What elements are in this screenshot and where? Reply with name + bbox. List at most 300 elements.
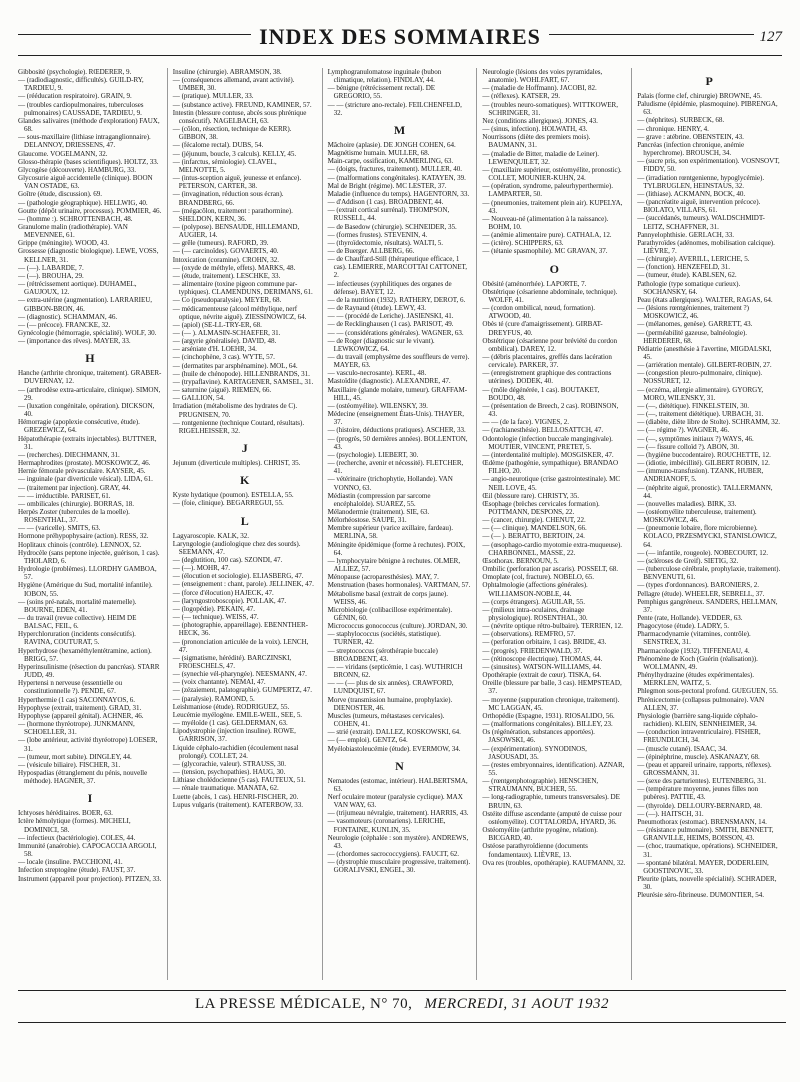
index-entry: — angio-neurotique (crise gastrointestinale). MC NEIL LOVE, 45. xyxy=(482,475,621,492)
index-entry: — (apiol) (SE-LL-TRY-ER, 68. xyxy=(172,320,262,329)
index-entry: Phagocytose (étude). LADRY, 5. xyxy=(637,622,729,631)
index-entry: — (dermatites par arsphénamine). MOL, 64. xyxy=(172,361,298,370)
index-entry: — (tuberculose cérébrale, prophylaxie, traitement). BENVENUTI, 61. xyxy=(637,565,781,582)
index-entry: Ostéose parathyroïdienne (documents fondamentaux). LIÈVRE, 13. xyxy=(482,842,588,859)
index-entry: — grave : atébrine. OBENSTEIN, 43. xyxy=(637,132,744,141)
page-title xyxy=(18,24,782,50)
index-entry: — — (considérations générales). WAGNER, 63. xyxy=(327,328,464,337)
index-entry: — — (procédé de Leriche). JASIENSKI, 41. xyxy=(327,312,454,321)
index-entry: — (— précoce). FRANCKE, 32. xyxy=(18,320,111,329)
index-entry: Glaucome. VOGELMANN, 32. xyxy=(18,149,108,158)
index-entry: — (— technique). WEISS, 47. xyxy=(172,613,259,622)
index-entry: Obès té (cure d'amaigrissement). GIRBAT-DREYFUS, 40. xyxy=(482,320,603,337)
index-entry: — long-radiographie, tumeurs transversales). DE BRUIN, 63. xyxy=(482,793,620,810)
index-entry: — (tumeur, mort subite). DINGLEY, 44. xyxy=(18,752,132,761)
index-entry: — (foie, clinique). BEGARREGUI, 55. xyxy=(172,499,284,508)
page-number: 127 xyxy=(754,29,783,46)
index-entry: — vétérinaire (trichophytie, Hollande). VAN VONNO, 63. xyxy=(327,475,453,492)
index-entry: Goutte (dépôt urinaire, processus). POMMIER, 46. xyxy=(18,206,162,215)
index-entry: Immunité (anaérobie). CAPOCACCIA ARGOLI, 58. xyxy=(18,841,157,859)
index-entry: Phrénicectomie (collapsus pulmonaire). VAN ALLEN, 37. xyxy=(637,695,765,712)
index-entry: — (néphrites). SURBECK, 68. xyxy=(637,116,725,125)
index-entry: Herpès Zoster (tubercules de la moelle). ROSENTHAL, 37. xyxy=(18,507,130,525)
index-entry: — (vésicule biliaire). FISCHER, 31. xyxy=(18,760,121,769)
index-entry: Hydrologie (problèmes). LLORDHY GAMBOA, 57. xyxy=(18,565,157,582)
index-entry: Peau (états allergiques). WALTER, RAGAS, 64. xyxy=(637,295,773,304)
index-entry: — (côlon, résection, technique de KERR). GIBBON, 38. xyxy=(172,125,292,142)
index-entry: — (cancer, chirurgie). CHENUT, 22. xyxy=(482,516,586,525)
index-entry: Pancréas (infection chronique, anémie hyperchrome). BROUSCH, 34. xyxy=(637,140,745,158)
index-entry: — (idiotie, imbécillité). GILBERT ROBIN, 12. xyxy=(637,459,770,468)
index-entry: Glandes salivaires (méthode d'exploration) FAUX, 68. xyxy=(18,116,160,134)
index-entry: — (—). MOHR, 47. xyxy=(172,564,230,573)
index-entry: Ostéite diffuse ascendante (amputé de cuisse pour ostéomyélite). COTTALORDA, HYARD, 36. xyxy=(482,809,622,826)
index-entry: Lipodystrophie (injection insuline). ROWE, GARRISON, 37. xyxy=(172,727,296,744)
index-entry: — (pneumonies, traitement plein air). KUPELYA, 43. xyxy=(482,198,623,215)
index-entry: — chronique. HENRY, 4. xyxy=(637,124,709,133)
index-entry: Mélorhéostose. SAUPE, 31. xyxy=(327,516,407,525)
index-entry: Hémorragie (apoplexie consécutive, étude). GREZEWICZ, 64. xyxy=(18,418,140,435)
index-entry: Hépatothérapie (extraits injectables). BUTTNER, 31. xyxy=(18,434,157,451)
index-entry: Grippe (méningite). WOOD, 43. xyxy=(18,239,110,248)
index-entry: — Nouveau-né (alimentation à la naissance). BOHM, 10. xyxy=(482,214,609,231)
index-entry: — (maladie de Bitter, maladie de Leiner). LEWENQUILET, 32. xyxy=(482,149,600,166)
index-entry: — (température moyenne, jeunes filles non pubères). PATTIE, 43. xyxy=(637,785,759,802)
index-entry: — (dystrophie musculaire progressive, traitement). GORALIVSKI, ENGEL, 30. xyxy=(327,858,471,875)
index-entry: — (mégacôlon, traitement : parathormine). SHELDON, KERN, 36. xyxy=(172,206,293,223)
index-entry: Odontologie (infection buccale mangingivale). MOUTIER, VINCENT, PRETET, 5. xyxy=(482,434,613,451)
index-entry: Gibbosité (psychologie). RŒDERER, 9. xyxy=(18,68,132,76)
index-entry: — vasculo-necrosante). KERL, 48. xyxy=(327,369,427,378)
index-entry: — (infarctus, sémiologie). CLAVEL, MELNOTTE, 5. xyxy=(172,157,277,174)
index-entry: Mélanodermie (traitement). SIE, 63. xyxy=(327,507,430,516)
index-entry: — (synechie vél-pharyngée). NEESMANN, 47. xyxy=(172,670,307,679)
index-entry: — (pancréatite aiguë, intervention précoce). BIOLATO, VILLAFS, 61. xyxy=(637,198,761,215)
index-entry: — (perméabilité gazeuse, balnéologie). HERDERER, 68. xyxy=(637,328,747,345)
index-entry: — (— ). ALMASIN-SCHAEFER, 31. xyxy=(172,329,281,337)
index-entry: — locale (insuline. PACCHIONI, 41. xyxy=(18,858,123,867)
index-entry: — (voix chantante). NEMAI, 47. xyxy=(172,678,266,687)
index-entry: Nerf oculaire moteur (paralysie cyclique). MAX VAN WAY, 63. xyxy=(327,792,463,810)
index-entry: — (— emploi). GENTZ, 64. xyxy=(327,736,408,745)
index-entry: Métabolisme basal (extrait de corps jaune). WEISS, 46. xyxy=(327,589,448,606)
section-letter: O xyxy=(549,261,559,276)
index-entry: — (— régime ?). WAGNER, 46. xyxy=(637,426,730,435)
index-entry: — (malformations congénitales). BILLEY, 23. xyxy=(482,720,613,729)
index-entry: Os (régénération, substances apportées). JASOWSKI, 46. xyxy=(482,728,595,745)
index-entry: — rontgenienne (technique Coutard, résultats). RIGELHEISSER, 32. xyxy=(172,418,305,435)
header-rule-bottom xyxy=(18,55,782,56)
section-letter: M xyxy=(393,122,406,137)
index-entry: Luette (abcès, 1 cas). HENRI-FISCHER, 20. xyxy=(172,792,299,801)
index-entry: — de Raynaud (étude). LEWY, 43. xyxy=(327,304,426,313)
index-entry: — — irréductible. PARISET, 61. xyxy=(18,491,111,500)
index-entry: Pharmacodynamie (vitamines, contrôle). SENSTREX, 31. xyxy=(637,630,751,647)
index-entry: — (pratique). MULLER, 33. xyxy=(172,92,254,101)
index-entry: Oreille (blessure par balle, 3 cas). HEMPSTEAD, 37. xyxy=(482,679,622,696)
index-entry: Menstruation (bases hormonales). VARTMAN, 57. xyxy=(327,581,471,590)
index-column-1 xyxy=(18,68,167,980)
index-entry: — (fécalome rectal). DUBS, 54. xyxy=(172,141,264,150)
index-entry: Obstétrique (césarienne pour bréviété du cordon ombilical). DAREY, 12. xyxy=(482,336,617,353)
index-entry: Hypospadias (étranglement du pénis, nouvelle méthode). HAGNER, 37. xyxy=(18,768,148,786)
index-entry: Hoplitaux chinois (contrôle). LENNOX, 52. xyxy=(18,540,142,549)
index-entry: — (restes embryonnaires, identification). AZNAR, 55. xyxy=(482,760,625,777)
index-entry: — (expérimentation). SYNODINOS, JASOUSADI, 35. xyxy=(482,744,587,761)
section-letter: L xyxy=(240,513,249,528)
index-entry: — de Chauffard-Still (thérapeutique efficace, 1 cas). LEMIERRE, MARCOTTAI CATTONET, 2. xyxy=(327,255,467,280)
index-entry: — (enregistrement graphique des contractions utérines). DODEK, 40. xyxy=(482,369,612,386)
index-entry: — (ictère). SCHIPPERS, 63. xyxy=(482,239,564,248)
index-entry: Mastoïdite (diagnostic). ALEXANDRE, 47. xyxy=(327,377,451,386)
index-entry: Neurologie (céphalée : son mystère). ANDREWS, 43. xyxy=(327,833,469,850)
index-entry: Méningite épidémique (forme à rechutes). POIX, 64. xyxy=(327,540,465,557)
index-entry: — — (stricture ano-rectale). FEILCHENFELD, 32. xyxy=(327,100,462,117)
index-entry: — (paralysie). RAMOND, 5. xyxy=(172,694,255,703)
index-entry: — strié (extrait). DALLEZ, KOSKOWSKI, 64. xyxy=(327,728,461,737)
index-entry: — (recherches). DIECHMANN, 31. xyxy=(18,450,120,459)
index-entry: — (extrait cortical surrénal). THOMPSON, RUSSELL, 44. xyxy=(327,206,450,223)
index-entry: — (intus-sception aiguë, jeunesse et enfance). PETERSON, CARTER, 38. xyxy=(172,174,302,191)
index-entry: — (progrès, 50 dernières années). BOLLENTON, 43. xyxy=(327,434,468,451)
index-entry: — infectieux (bactériologie). COLES, 44. xyxy=(18,833,136,842)
index-entry: — (rétrécissement aortique). DUHAMEL, GAUJOUX, 12. xyxy=(18,280,137,297)
page-title-text: INDEX DES SOMMAIRES xyxy=(251,24,549,49)
index-entry: Phénomène de Koch (Guérin (réalisation)). WOLLMANN, 49. xyxy=(637,654,758,671)
index-entry: Pente (rate, Hollande). VEDDER, 63. xyxy=(637,614,743,622)
index-entry: Lithiase cholédocienne (5 cas). FAUTEUX, 51. xyxy=(172,776,306,785)
index-columns xyxy=(18,68,786,980)
index-entry: Hanche (arthrite chronique, traitement). GRABER-DUVERNAY, 12. xyxy=(18,369,162,386)
index-entry: — (formes frustes). STEVENIN, 4. xyxy=(327,230,428,239)
index-entry: — (présentation de Breech, 2 cas). ROBINSON, 43. xyxy=(482,401,619,419)
index-entry: — (pathologie géographique). HELLWIG, 40. xyxy=(18,198,148,207)
index-entry: — (choc, traumatique, opérations). SCHNEIDER, 31. xyxy=(637,842,778,859)
index-entry: — (—). BROUHA, 29. xyxy=(18,271,84,280)
index-entry: Pédiatrie (anesthésie à l'avertine, MIGDALSKI, 45. xyxy=(637,344,772,361)
index-entry: Ménopause (acroparesthésies). MAY, 7. xyxy=(327,573,439,582)
index-entry: Grossesse (diagnostic biologique). LEWE, VOSS, KELLNER, 31. xyxy=(18,247,159,264)
footer-date: MERCREDI, 31 AOUT 1932 xyxy=(424,996,609,1012)
index-entry: Obésité (aménorrhée). LAPORTE, 7. xyxy=(482,279,587,288)
index-entry: — myéloïde (1 cas). GELDERMAN, 63. xyxy=(172,719,288,728)
index-entry: — (psychologie). LIEBERT, 30. xyxy=(327,450,419,459)
index-entry: — (malformations congénitales). KATAYEN, 39. xyxy=(327,173,466,182)
index-entry: Pathologie (type somatique curieux). SOCHANSKY, 64. xyxy=(637,279,741,296)
index-entry: — sous-maxillaire (lithiase intraganglionnaire). DELANNOY, DRIESSENS, 47. xyxy=(18,133,151,150)
index-entry: — (prononciation articulée de la voix). LENCH, 47. xyxy=(172,637,309,654)
index-entry: Intoxication (coramine). CROHN, 32. xyxy=(172,255,280,264)
index-entry: — de la nutrition (1932). RATHERY, DEROT, 6. xyxy=(327,295,466,304)
index-column-4 xyxy=(476,68,631,980)
index-entry: — (perforation orbitaire, 1 cas). BRIDE, 43. xyxy=(482,638,607,647)
index-entry: — du travail (emphysème des souffleurs de verre). MAYER, 63. xyxy=(327,353,470,370)
index-column-2 xyxy=(167,68,322,980)
index-entry: Œsothorax. BERNOUN, 5. xyxy=(482,556,559,565)
index-entry: Pharmacologie (1932). TIFFENEAU, 4. xyxy=(637,646,750,655)
index-entry: — (œsophago-cardio myotomie extra-muqueuse). CHARBONNEL, MASSE, 22. xyxy=(482,540,623,557)
index-entry: — de Roger (diagnostic sur le vivant). LEWKOWICZ, 64. xyxy=(327,336,435,353)
index-entry: — (oxyde de méthyle, effets). MARKS, 48. xyxy=(172,263,296,272)
index-entry: Maladie (influence du temps). HAGENTORN, 33. xyxy=(327,189,470,198)
index-entry: — (débris placentaires, greffés dans lacération cervicale). PARKER, 37. xyxy=(482,353,612,370)
index-entry: Nez (conditions allergiques). JONES, 43. xyxy=(482,116,598,125)
index-entry: — (lobe antérieur, activité thyréotrope) LOESER, 31. xyxy=(18,736,158,753)
index-entry: — (importance des rêves). MAYER, 33. xyxy=(18,337,131,346)
index-entry: — (traitement par injection). GRAY, 44. xyxy=(18,483,131,492)
index-entry: Ostéomyélite (arthrite pyogène, relation). BICGARD, 40. xyxy=(482,826,598,843)
index-entry: Hygiène (Amérique du Sud, mortalité infantile). IOBON, 55. xyxy=(18,581,153,598)
index-entry: Irradiation (métabolisme des hydrates de C). PRUGNISEN, 70. xyxy=(172,402,298,419)
index-entry: Instrument (appareil pour projection). PITZEN, 33. xyxy=(18,874,162,883)
index-entry: Paludisme (épidémie, plasmoquine). PIBRENGA, 63. xyxy=(637,100,778,117)
index-entry: — (doigts, fractures, traitement). MULLER, 40. xyxy=(327,165,463,174)
index-entry: — (deglutition, 100 cas). SZONDI, 47. xyxy=(172,555,283,564)
index-entry: Liquide céphalo-rachidien (écoulement nasal prolongé). COLLET, 24. xyxy=(172,743,299,760)
index-entry: — (hormone thyréotrope). JUNKMANN, SCHOELLER, 31. xyxy=(18,720,135,737)
index-entry: Infection streptogène (étude). FAUST, 37. xyxy=(18,866,136,875)
index-entry: Ichtyoses héréditaires. BOER, 63. xyxy=(18,809,113,818)
index-entry: — (—, traitement diététique). URBACH, 31. xyxy=(637,410,764,419)
index-entry: Orthopédie (Espagne, 1931). RIOSALIDO, 56. xyxy=(482,711,615,720)
section-letter: K xyxy=(240,473,250,488)
index-entry: — rénale traumatique. MANATA, 62. xyxy=(172,784,279,793)
index-entry: Hormone préhypophysaire (action). RESS, 32. xyxy=(18,532,149,541)
index-entry: — (anémie alimentaire pure). CATHALA, 12. xyxy=(482,231,612,240)
section-letter: I xyxy=(87,791,93,806)
index-entry: — (— clinique). MANDELSON, 66. xyxy=(482,524,587,533)
index-entry: — alimentaire (toxine pigeon commune par-typhiques). CLAMENDUNS, DERIMANS, 61. xyxy=(172,280,313,297)
index-entry: — (hygiène buccodentaire). ROUCHETTE, 12. xyxy=(637,450,771,459)
index-entry: Main-carpe, ossification, KAMERLING, 63. xyxy=(327,157,454,166)
index-entry: Nematodes (estomac, intérieur). HALBERTSMA, 63. xyxy=(327,776,468,793)
index-entry: — (fonction). HENZEFELD, 31. xyxy=(637,263,730,272)
index-entry: Ophtalmologie (affections générales). WILLIAMSON-NOBLE, 44. xyxy=(482,581,588,598)
index-entry: — (arthrodèse extra-articulaire, clinique). SIMON, 29. xyxy=(18,385,161,402)
index-entry: — — (varicelle). SMITS, 63. xyxy=(18,524,101,533)
index-entry: Ombilic (perforation par ascaris). POSSELT, 68. xyxy=(482,565,618,574)
index-entry: — (chirurgie). AVERILL, LERICHE, 5. xyxy=(637,255,750,264)
index-entry: Leishmaniose (étude). RODRIGUEZ, 55. xyxy=(172,702,290,711)
index-entry: — (types d'ordonnances). BARONIERS, 2. xyxy=(637,581,759,590)
index-entry: Hypertensi n nerveuse (essentielle ou constitutionnelle ?). PENDE, 67. xyxy=(18,679,123,696)
index-entry: Pneumothorax (estomac). BRENSMANN, 14. xyxy=(637,817,767,826)
index-entry: Mal de Bright (régime). MC LESTER, 37. xyxy=(327,181,447,190)
index-entry: Morve (transmission humaine, prophylaxie). DIENOSTER, 46. xyxy=(327,695,453,712)
index-entry: — Co (pseudoparalysie). MEYER, 68. xyxy=(172,296,282,305)
index-entry: — (muscle cutané). ISAAC, 34. xyxy=(637,744,727,753)
index-entry: — (polypose). BENSAUDE, HILLEMAND, AUGIER, 14. xyxy=(172,222,300,240)
section-letter: J xyxy=(241,441,248,456)
index-entry: — (diagnostic). SCHAMMAN, 46. xyxy=(18,312,118,321)
index-entry: — (nouvelles maladies). BIRK, 33. xyxy=(637,499,737,508)
index-entry: — (lithiase). ACKMANN, BOCK, 40. xyxy=(637,189,746,198)
index-entry: — arséniate d'H. LOEHR, 34. xyxy=(172,345,257,354)
index-entry: — (ostéomyélite tuberculeuse, traitement). MOSKOWICZ, 46. xyxy=(637,507,757,525)
index-entry: Pannyelophthisie. GERLACH, 33. xyxy=(637,230,735,239)
index-entry: Laryngologie (audiologique chez des sourds). SEEMANN, 47. xyxy=(172,539,301,556)
index-entry: — (troubles cardiopulmonaires, tuberculoses pulmonaires) CAUSSADE, TARDIEU, 9. xyxy=(18,100,144,117)
index-entry: Omoplate (col, fracture). NOBELO, 65. xyxy=(482,573,595,582)
index-entry: Œsophage (brèches cervicales formation). POTTMANN, DESPONS, 22. xyxy=(482,499,600,516)
index-entry: — (logopédie). PEKAIN, 47. xyxy=(172,604,256,613)
index-entry: — grêle (tumeurs). RAFORD, 39. xyxy=(172,239,269,248)
index-entry: Muscles (tumeurs, métastases cervicales). COHEN, 41. xyxy=(327,711,445,729)
index-entry: — (— fissure colloïd ?). ABON, 30. xyxy=(637,442,739,451)
index-entry: — (arriération mentale). GILBERT-ROBIN, 27. xyxy=(637,361,772,370)
index-entry: — (argyrie généralisée). DAVID, 48. xyxy=(172,337,277,346)
page-header xyxy=(18,26,782,56)
index-entry: Microbiologie (colibacillose expérimentale). GÉNIN, 60. xyxy=(327,605,453,622)
index-entry: — (photographie, appareillage). EBENNTHER-HECK, 36. xyxy=(172,621,308,638)
index-entry: — (—, symptômes initiaux ?) WAYS, 46. xyxy=(637,434,754,443)
index-entry: Obstétrique (césarienne abdominale, technique). WOLFF, 41. xyxy=(482,287,618,304)
index-entry: — (huile de chénopode). HILLENBRANDS, 31. xyxy=(172,369,310,378)
index-entry: — (—). LABARDE, 7. xyxy=(18,263,84,272)
index-entry: Pemphigus gangréneux. SANDERS, HELLMAN, 37. xyxy=(637,597,778,614)
index-entry: Maxillaire (glande molaire, tumeur). GRAFFAM-HILL, 45. xyxy=(327,385,468,402)
index-entry: — (rééducation respiratoire). GRAIN, 9. xyxy=(18,92,132,101)
index-entry: Hyperthermie (1 cas) SACONNAYOS, 6. xyxy=(18,695,135,704)
index-entry: Hypophyse (extrait, traitement). GRAD, 31. xyxy=(18,703,142,712)
index-entry: Glycosurie aiguë accidentelle (clinique). BOON VAN OSTADE, 63. xyxy=(18,174,153,191)
index-entry: — GALLION, 54. xyxy=(172,394,225,403)
index-entry: — (interdentalité multiple). MOSGISKER, 47. xyxy=(482,450,614,459)
index-entry: — (rétinoscope électrique). THOMAS, 44. xyxy=(482,654,603,663)
index-entry: — — (de la face). VIGNES, 2. xyxy=(482,418,569,427)
index-entry: — saturnine (aiguë). RIEMEN, 66. xyxy=(172,386,272,395)
index-entry: — (môle dégénérée, 1 cas). BOUTAKET, BOUDO, 48. xyxy=(482,385,600,402)
index-entry: Phénylhydrazine (études expérimentales). MERKLEN, WAITZ, 5. xyxy=(637,671,754,688)
index-entry: — (invagination, réduction sous écran). BRANDBERG, 66. xyxy=(172,190,284,207)
index-entry: Membre supérieur (varice axillaire, fardeau). MERLINA, 58. xyxy=(327,524,453,541)
index-entry: — (homme :). SCHROTTENBACH, 48. xyxy=(18,214,133,223)
index-entry: — (névrite optique rétro-bulbaire). TERRIEN, 12. xyxy=(482,622,623,631)
index-entry: — spontané bilatéral. MAYER, DODERLEIN, GOOSTINOVIC, 33. xyxy=(637,858,769,875)
index-entry: — (élocution et sociologie). ELIASBERG, 47. xyxy=(172,572,304,581)
index-entry: Pellagre (étude). WHEELER, SEBRELL, 37. xyxy=(637,589,765,598)
index-entry: — de Buerger. ALLBERG, 66. xyxy=(327,246,415,255)
index-entry: — de Recklinghausen (1 cas). PARISOT, 49. xyxy=(327,320,454,329)
index-entry: Lagyaroscopie. KALK, 32. xyxy=(172,531,250,540)
index-entry: — (tension, psychopathies). HAUG, 30. xyxy=(172,768,286,777)
index-entry: Gynécologie (hémorragie, spécialité). WOLF, 30. xyxy=(18,329,157,337)
index-entry: — — (— plus de six années). CRAWFORD, LUNDQUIST, 67. xyxy=(327,679,454,696)
index-entry: — (ostéomyélite). WILENSKY, 39. xyxy=(327,401,428,410)
index-entry: — (zézaiement, palatographie). GUMPERTZ, 47. xyxy=(172,686,313,695)
index-entry: Granulome malin (radiothérapie). VAN MEVENNEE, 61. xyxy=(18,222,128,240)
footer-journal: LA PRESSE MÉDICALE, N° 70, xyxy=(195,996,413,1012)
index-entry: — vasomoteurs (coronariens). LERICHE, FONTAINE, KUNLIN, 35. xyxy=(327,817,446,834)
index-entry: — (chordomes sacrococcygiens). FAUCIT, 62. xyxy=(327,850,459,859)
index-entry: — (lésions rœntgéniennes, traitement ?) MOSKOWICZ, 46. xyxy=(637,304,749,321)
index-entry: Micrococcus gonococcus (culture). JORDAN, 30. xyxy=(327,622,468,631)
section-letter: P xyxy=(705,74,713,88)
index-entry: — (maxillaire supérieur, ostéomyélite, pronostic). COLLET, MOUNIER-KUHN, 24. xyxy=(482,165,622,183)
index-entry: Neurologie (lésions des voies pyramidales, anatomie). WOHLFART, 67. xyxy=(482,68,603,85)
index-entry: Pleurésie séro-fibrineuse. DUMONTIER, 54. xyxy=(637,891,764,900)
index-entry: — (peau et appareil urinaire, rapports, réflexes). GROSSMANN, 31. xyxy=(637,760,772,777)
index-entry: — (conséquences allemand, avant activité). UMBER, 30. xyxy=(172,76,295,93)
index-entry: — moyenne (suppuration chronique, traitement). MC LAGGAN, 45. xyxy=(482,695,620,712)
index-entry: — (scléroses de Greif). SIETIG, 32. xyxy=(637,556,739,565)
footer-rule-bottom xyxy=(18,1022,786,1023)
index-entry: — (enseignement : chant, parole). JELLINEK, 47. xyxy=(172,580,314,589)
index-entry: — (— ). BERATTO, BERTOIN, 24. xyxy=(482,532,585,541)
index-entry: Palais (forme clef, chirurgie) BROWNE, 45. xyxy=(637,92,762,100)
index-entry: — streptococcus (sérothérapie buccale) BROADBENT, 43. xyxy=(327,646,438,663)
index-entry: — (thyroïdectomie, résultats). WALTI, 5. xyxy=(327,238,444,247)
index-entry: Médiastin (compression par sarcome encéphaloïde). SUAREZ, 55. xyxy=(327,491,431,508)
index-entry: — (congestion pleuro-pulmonaire, clinique). NOSSURET, 12. xyxy=(637,369,763,386)
index-entry: — (cinchophène, 3 cas). WYTE, 57. xyxy=(172,353,275,362)
index-entry: Hernie fémorale prévasculaire. KAYSER, 45. xyxy=(18,467,146,476)
index-entry: — staphylococcus (sociétés, statistique). TURNER, 42. xyxy=(327,630,441,647)
index-entry: Œil (blessure rare). CHRISTY, 35. xyxy=(482,491,579,500)
index-entry: — lymphocytaire bénigne à rechutes. OLMER, ALLIEZ, 57. xyxy=(327,556,461,574)
index-entry: — (rœntgenphotographie). HENSCHEN, STRAUMANN, BUCHER, 55. xyxy=(482,777,599,794)
index-entry: — inguinale (par diverticule vésical). LIDA, 61. xyxy=(18,475,153,484)
index-entry: — (pneumonie lobaire, flore microbienne). KOLACO, PRZESMYCKI, STANISLOWICZ, 64. xyxy=(637,524,777,549)
index-entry: — (jéjunum, boucle, 3 calculs). KELLY, 45. xyxy=(172,149,297,158)
index-entry: Hyperhydrose (hexaméthylentétramine, action). BRIGG, 57. xyxy=(18,646,152,663)
index-entry: Phlegmon sous-pectoral profond. GUEGUEN, 55. xyxy=(637,687,778,696)
footer-rule-top xyxy=(18,990,786,991)
index-entry: Kyste hydatique (poumon). ESTELLA, 55. xyxy=(172,491,294,500)
index-entry: Pleurite (plats, nouvelle spécialité). SCHRADER, 30. xyxy=(637,875,777,892)
section-letter: N xyxy=(395,758,404,773)
index-entry: — (—, diététique). FINKELSTEIN, 30. xyxy=(637,401,749,410)
index-entry: — (irradiation rœntgenienne, hypoglycémie). TYLBRUGLEN, HEINSTAUS, 32. xyxy=(637,173,765,190)
index-entry: — (étude, traitement). LESCHKE, 33. xyxy=(172,271,281,280)
index-entry: — (thyroïde). DELLOURY-BERNARD, 48. xyxy=(637,801,762,810)
index-entry: — extra-utérine (augmentation). LARRARIEU, GIBBON-BRON, 46. xyxy=(18,296,153,313)
index-entry: Œdème (pathogénie, sympathique). BRANDAO FILHO, 20. xyxy=(482,459,619,476)
index-column-3 xyxy=(322,68,477,980)
index-entry: — (cordon ombilical, nœud, formation). ATWOOD, 40. xyxy=(482,304,595,321)
index-entry: — (— infantile, rougeole). NOBECOURT, 12. xyxy=(637,548,768,557)
index-entry: — (sigmatisme, hérédité). BARCZINSKI, FROESCHELS, 47. xyxy=(172,653,292,670)
index-entry: Jejunum (diverticule multiples). CHRIST, 35. xyxy=(172,459,301,468)
index-entry: — (immuno-transfusion). TZANK, HUBER, ANDRIANOFF, 5. xyxy=(637,467,764,484)
index-entry: Physiologie (barrière sang-liquide céphalo-rachidien). KLEIN, SENNHEIMER, 34. xyxy=(637,711,758,729)
index-entry: — (—). HAITSCH, 31. xyxy=(637,809,704,818)
index-entry: Goître (étude, discussion). 69. xyxy=(18,190,102,199)
page-footer xyxy=(18,996,786,1018)
index-entry: — (observations). REMFRO, 57. xyxy=(482,630,576,639)
index-entry: — (substance active). FREUND, KAMINER, 57. xyxy=(172,100,312,109)
index-entry: — (conduction intraventriculaire). FISHER, FREUNDLICH, 34. xyxy=(637,728,761,745)
index-entry: — (résistance pulmonaire). SMITH, BENNETT, GRANVILLE, HEIMS, BOISSON, 43. xyxy=(637,826,774,843)
index-entry: Magnétisme humain. MULLER, 68. xyxy=(327,149,430,158)
index-entry: — (corps étrangers). AGUILAR, 55. xyxy=(482,597,585,606)
index-entry: Glycogèse (découverte). HAMBURG, 33. xyxy=(18,165,136,174)
index-entry: Myélobiastoleucémie (étude). EVERMOW, 34. xyxy=(327,744,461,753)
index-entry: Glosso-thérapie (bases scientifiques). HOLTZ, 33. xyxy=(18,157,159,166)
index-entry: — (force d'élocution) HAJECK, 47. xyxy=(172,588,274,597)
index-entry: Insuline (chirurgie). ABRAMSON, 38. xyxy=(172,68,282,76)
index-entry: — (luxation congénitale, opération). DICKSON, 40. xyxy=(18,401,155,419)
index-entry: — infectieuses (syphilitiques des organes de défense). BAYET, 12. xyxy=(327,279,452,296)
index-entry: — bénigne (rétrécissement rectal). DE GREGORIO, 55. xyxy=(327,84,436,101)
index-entry: — du travail (revue collective). HEIM DE BALSAC, FEIL, 6. xyxy=(18,614,137,631)
index-column-5 xyxy=(631,68,786,980)
index-entry: — (glycorachie, valeur). STRAUSS, 30. xyxy=(172,759,287,768)
index-entry: — (sinusites). WATSON-WILLIAMS, 44. xyxy=(482,662,602,671)
index-entry: — médicamenteuse (alcool méthylique, nerf optique, névrite aiguë). ZIESSINOWICZ, 64. xyxy=(172,304,307,321)
index-entry: — (histoire, déductions pratiques). ASCHER, 33. xyxy=(327,426,466,435)
index-entry: — (tétanie spasmophile). MC GRAVAN, 37. xyxy=(482,247,608,256)
